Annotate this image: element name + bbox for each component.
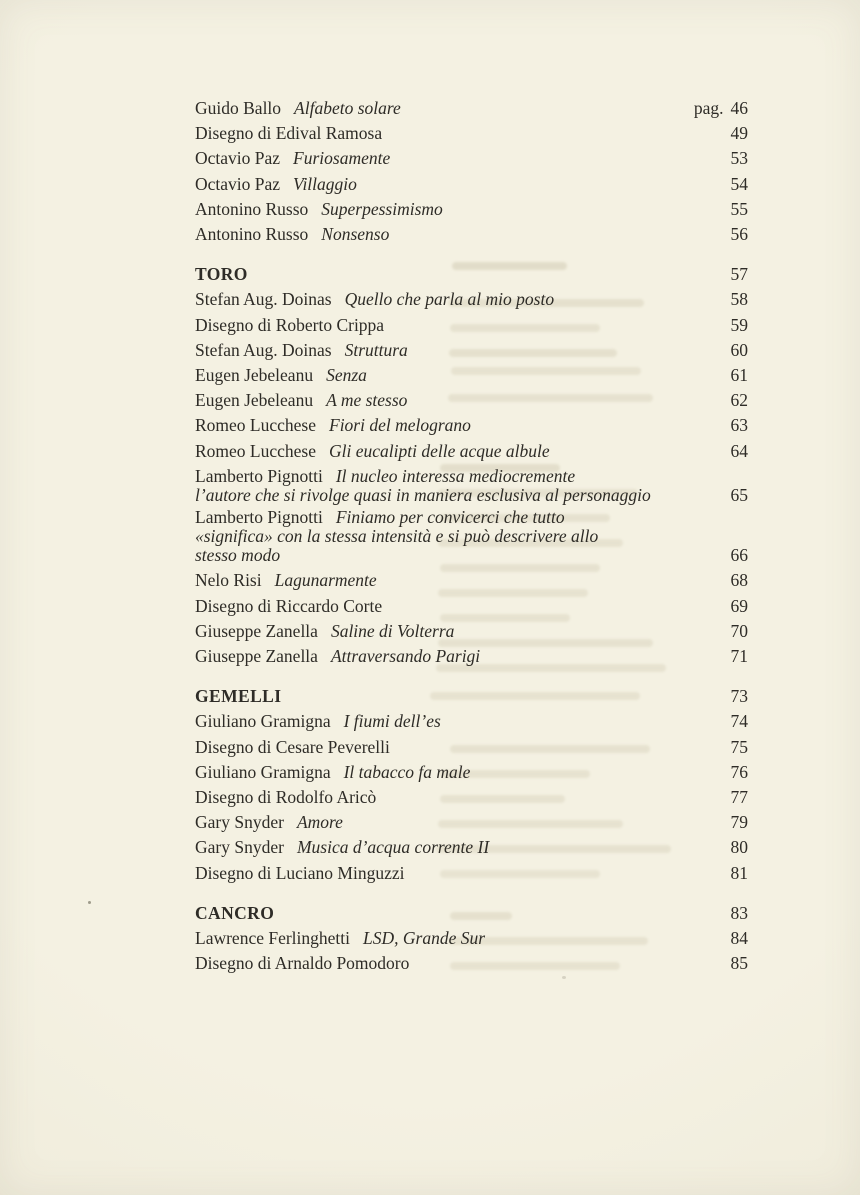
page-number-value: 77 bbox=[730, 786, 748, 807]
page-number bbox=[672, 121, 748, 146]
work-title: Fiori del melograno bbox=[329, 415, 471, 436]
page-number-value: 81 bbox=[730, 862, 748, 883]
page-number-value: 80 bbox=[730, 837, 748, 858]
work-title: Gli eucalipti delle acque albule bbox=[329, 440, 550, 461]
entry-first-line bbox=[195, 222, 389, 247]
toc-entry bbox=[195, 861, 748, 886]
author-name: Giuseppe Zanella bbox=[195, 620, 318, 641]
page-number-value: 74 bbox=[730, 711, 748, 732]
toc-entry bbox=[195, 508, 748, 564]
toc-entry bbox=[195, 568, 748, 593]
toc-section-row bbox=[195, 262, 748, 287]
page-number-value: 66 bbox=[730, 545, 748, 566]
entry-first-line bbox=[195, 197, 443, 222]
page-number: 57 bbox=[730, 264, 748, 285]
page-number bbox=[672, 785, 748, 810]
page-number bbox=[672, 363, 748, 388]
author-name: Romeo Lucchese bbox=[195, 415, 316, 436]
toc-entry bbox=[195, 644, 748, 669]
entry-text: Disegno di Luciano Minguzzi bbox=[195, 862, 405, 883]
entry-text: Disegno di Arnaldo Pomodoro bbox=[195, 953, 410, 974]
work-title: Musica d’acqua corrente II bbox=[296, 837, 490, 858]
page-number-value: 76 bbox=[730, 761, 748, 782]
entry-first-line bbox=[195, 146, 390, 171]
section-heading: TORO bbox=[195, 264, 248, 285]
page-number-value: 56 bbox=[730, 224, 748, 245]
page-number bbox=[672, 146, 748, 171]
toc-entry bbox=[195, 172, 748, 197]
page-number bbox=[672, 619, 748, 644]
page-number bbox=[672, 926, 748, 951]
page-number bbox=[672, 760, 748, 785]
toc-section-row bbox=[195, 901, 748, 926]
entry-first-line bbox=[195, 287, 554, 312]
page-number-value: 68 bbox=[730, 570, 748, 591]
page-number bbox=[672, 644, 748, 669]
section-heading: CANCRO bbox=[195, 902, 275, 923]
author-name: Stefan Aug. Doinas bbox=[195, 289, 332, 310]
work-title: Saline di Volterra bbox=[330, 620, 455, 641]
work-title: Finiamo per convicerci che tutto bbox=[335, 507, 565, 528]
toc-entry bbox=[195, 619, 748, 644]
toc-entry bbox=[195, 951, 748, 976]
author-name: Lamberto Pignotti bbox=[195, 466, 323, 487]
work-title: Lagunarmente bbox=[274, 570, 377, 591]
author-name: Gary Snyder bbox=[195, 837, 284, 858]
toc-entry bbox=[195, 363, 748, 388]
page-number bbox=[672, 96, 748, 121]
page-number bbox=[672, 835, 748, 860]
page-number bbox=[672, 413, 748, 438]
page-prefix-label: pag. bbox=[693, 98, 724, 118]
page-number-value: 53 bbox=[730, 148, 748, 169]
toc-entry bbox=[195, 287, 748, 312]
toc-entry bbox=[195, 594, 748, 619]
author-name: Eugen Jebeleanu bbox=[195, 390, 314, 411]
page-number-value: 60 bbox=[730, 339, 748, 360]
toc-entry bbox=[195, 760, 748, 785]
author-name: Antonino Russo bbox=[195, 198, 309, 219]
page-number-value: 69 bbox=[730, 595, 748, 616]
entry-first-line bbox=[195, 363, 367, 388]
page-number-value: 49 bbox=[730, 123, 748, 144]
page-number-value: 79 bbox=[730, 812, 748, 833]
page-number-value: 71 bbox=[730, 645, 748, 666]
toc-entry bbox=[195, 197, 748, 222]
page-number-value: 84 bbox=[730, 927, 748, 948]
page-number bbox=[672, 951, 748, 976]
toc-entry bbox=[195, 222, 748, 247]
toc-entry bbox=[195, 709, 748, 734]
toc-entry bbox=[195, 338, 748, 363]
entry-text: Disegno di Roberto Crippa bbox=[195, 314, 385, 335]
page-number bbox=[672, 313, 748, 338]
entry-first-line bbox=[195, 709, 441, 734]
paper-speck bbox=[562, 976, 566, 979]
author-name: Giuliano Gramigna bbox=[195, 711, 331, 732]
page-number bbox=[672, 594, 748, 619]
toc-section-row bbox=[195, 684, 748, 709]
entry-first-line bbox=[195, 760, 470, 785]
page-number-value: 75 bbox=[730, 736, 748, 757]
author-name: Lawrence Ferlinghetti bbox=[195, 927, 351, 948]
author-name: Nelo Risi bbox=[195, 570, 262, 591]
page-number bbox=[672, 486, 748, 505]
entry-first-line bbox=[195, 508, 598, 527]
work-title: LSD, Grande Sur bbox=[363, 927, 486, 948]
page-number bbox=[672, 338, 748, 363]
work-title: Quello che parla al mio posto bbox=[344, 289, 555, 310]
author-name: Giuliano Gramigna bbox=[195, 761, 331, 782]
page-number bbox=[672, 172, 748, 197]
author-name: Octavio Paz bbox=[195, 148, 281, 169]
page-number bbox=[672, 735, 748, 760]
page-number-value: 64 bbox=[730, 440, 748, 461]
toc-entry bbox=[195, 96, 748, 121]
toc-entry bbox=[195, 439, 748, 464]
entry-first-line bbox=[195, 835, 489, 860]
work-title: Il nucleo interessa mediocremente bbox=[335, 466, 576, 487]
work-title: Villaggio bbox=[293, 173, 357, 194]
work-title: Amore bbox=[296, 812, 343, 833]
page-number-value: 46 bbox=[730, 98, 748, 118]
page-number bbox=[672, 709, 748, 734]
page-number bbox=[672, 546, 748, 565]
author-name: Eugen Jebeleanu bbox=[195, 365, 314, 386]
entry-first-line bbox=[195, 467, 651, 486]
work-title-continuation: stesso modo bbox=[195, 545, 281, 566]
entry-first-line bbox=[195, 568, 377, 593]
page-number-value: 58 bbox=[730, 289, 748, 310]
toc-entry bbox=[195, 413, 748, 438]
entry-first-line bbox=[195, 810, 343, 835]
paper-speck bbox=[88, 901, 91, 904]
page-number-value: 70 bbox=[730, 620, 748, 641]
entry-first-line bbox=[195, 338, 408, 363]
page-number-value: 59 bbox=[730, 314, 748, 335]
toc-entry bbox=[195, 388, 748, 413]
author-name: Giuseppe Zanella bbox=[195, 645, 318, 666]
page-number: 83 bbox=[730, 902, 748, 923]
page-number bbox=[672, 439, 748, 464]
toc-entry bbox=[195, 785, 748, 810]
table-of-contents bbox=[195, 96, 748, 976]
entry-first-line bbox=[195, 644, 480, 669]
page-number bbox=[672, 861, 748, 886]
page-number-value: 55 bbox=[730, 198, 748, 219]
page-number-value: 54 bbox=[730, 173, 748, 194]
entry-first-line bbox=[195, 619, 454, 644]
author-name: Antonino Russo bbox=[195, 224, 309, 245]
work-title: Furiosamente bbox=[293, 148, 391, 169]
toc-entry bbox=[195, 121, 748, 146]
author-name: Lamberto Pignotti bbox=[195, 507, 323, 528]
entry-text: Disegno di Cesare Peverelli bbox=[195, 736, 390, 757]
toc-entry bbox=[195, 926, 748, 951]
entry-text: Disegno di Edival Ramosa bbox=[195, 123, 383, 144]
page-number bbox=[672, 222, 748, 247]
toc-entry bbox=[195, 810, 748, 835]
entry-first-line bbox=[195, 439, 550, 464]
toc-entry bbox=[195, 146, 748, 171]
section-heading: GEMELLI bbox=[195, 686, 282, 707]
work-title: A me stesso bbox=[326, 390, 408, 411]
toc-entry bbox=[195, 467, 748, 505]
work-title: Senza bbox=[326, 365, 367, 386]
page-number bbox=[672, 568, 748, 593]
entry-text: Disegno di Riccardo Corte bbox=[195, 595, 383, 616]
page-number-value: 65 bbox=[730, 485, 748, 506]
entry-first-line bbox=[195, 926, 485, 951]
entry-first-line bbox=[195, 388, 407, 413]
author-name: Stefan Aug. Doinas bbox=[195, 339, 332, 360]
page-number bbox=[672, 197, 748, 222]
work-title: Struttura bbox=[344, 339, 408, 360]
toc-entry bbox=[195, 313, 748, 338]
page-number bbox=[672, 287, 748, 312]
author-name: Romeo Lucchese bbox=[195, 440, 316, 461]
page-number-value: 85 bbox=[730, 953, 748, 974]
work-title: I fiumi dell’es bbox=[343, 711, 441, 732]
author-name: Guido Ballo bbox=[195, 98, 282, 118]
toc-entry bbox=[195, 835, 748, 860]
toc-entry bbox=[195, 735, 748, 760]
entry-first-line bbox=[195, 96, 401, 121]
work-title: Nonsenso bbox=[321, 224, 390, 245]
author-name: Gary Snyder bbox=[195, 812, 284, 833]
entry-text: Disegno di Rodolfo Aricò bbox=[195, 786, 377, 807]
work-title-continuation: l’autore che si rivolge quasi in maniera esclusiva al personaggio bbox=[195, 485, 651, 506]
work-title: Superpessimismo bbox=[321, 198, 443, 219]
page-number bbox=[672, 388, 748, 413]
work-title: Il tabacco fa male bbox=[343, 761, 471, 782]
page-number-value: 62 bbox=[730, 390, 748, 411]
entry-first-line bbox=[195, 172, 357, 197]
page-number-value: 63 bbox=[730, 415, 748, 436]
page-number-value: 61 bbox=[730, 365, 748, 386]
work-title-continuation: «significa» con la stessa intensità e si può descrivere allo bbox=[195, 526, 599, 547]
work-title: Attraversando Parigi bbox=[330, 645, 481, 666]
entry-first-line bbox=[195, 413, 471, 438]
author-name: Octavio Paz bbox=[195, 173, 281, 194]
page-number bbox=[672, 810, 748, 835]
page-number: 73 bbox=[730, 686, 748, 707]
work-title: Alfabeto solare bbox=[294, 98, 401, 118]
